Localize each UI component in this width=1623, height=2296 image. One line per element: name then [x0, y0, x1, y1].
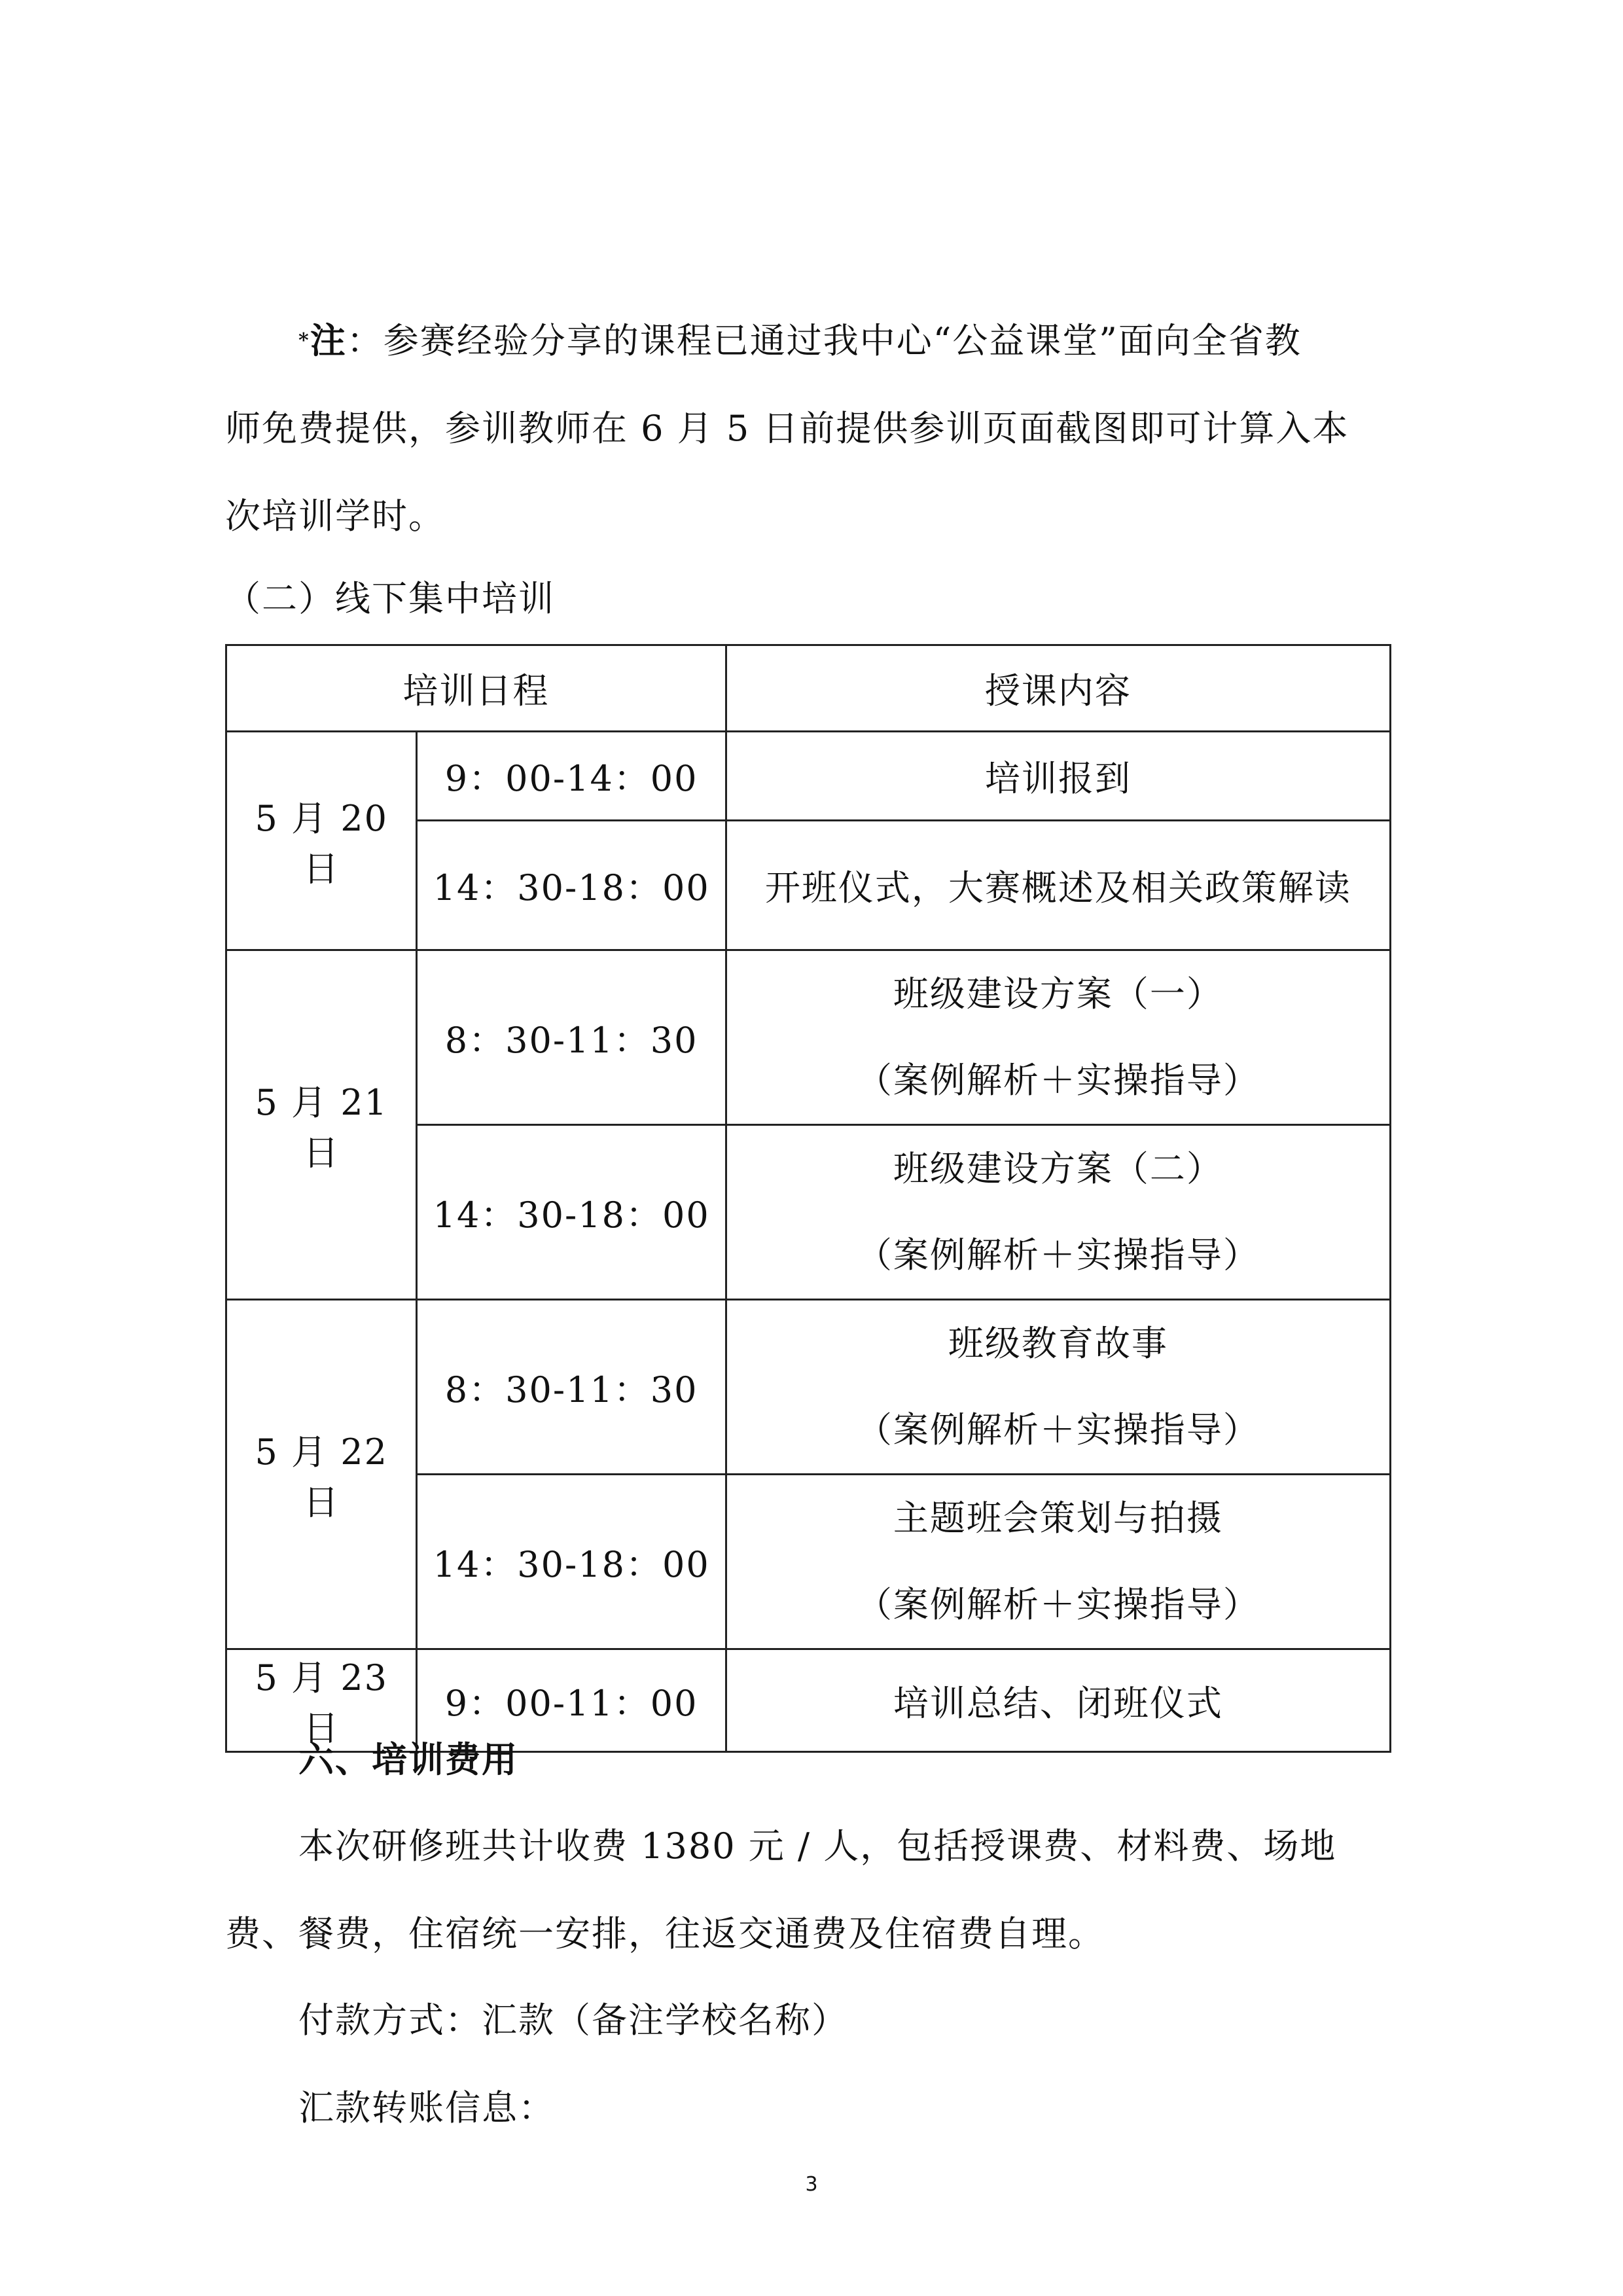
note-asterisk: * [298, 329, 310, 352]
content-cell [726, 950, 1390, 1125]
content-cell: 培训报到 [726, 732, 1390, 821]
content-line-1: 班级建设方案（一） [893, 973, 1223, 1014]
content-cell [726, 1300, 1390, 1475]
header-content: 授课内容 [726, 645, 1390, 732]
header-schedule: 培训日程 [226, 645, 726, 732]
note-label: 注 [310, 320, 347, 361]
date-cell: 5 月 22 日 [226, 1300, 417, 1649]
schedule-table [225, 644, 1391, 1753]
time-cell: 14：30-18：00 [417, 1125, 726, 1300]
note-line-3: 次培训学时。 [225, 495, 445, 537]
content-cell [726, 1475, 1390, 1649]
fees-heading: 六、培训费用 [298, 1739, 518, 1780]
content-line-1: 主题班会策划与拍摄 [893, 1498, 1223, 1539]
content-line-1: 班级教育故事 [948, 1323, 1168, 1364]
note-line-1 [298, 318, 1302, 364]
time-cell: 9：00-11：00 [417, 1649, 726, 1752]
content-line-2: （案例解析＋实操指导） [856, 1234, 1260, 1276]
content-cell: 培训总结、闭班仪式 [726, 1649, 1390, 1752]
time-cell: 14：30-18：00 [417, 821, 726, 950]
content-cell: 开班仪式，大赛概述及相关政策解读 [726, 821, 1390, 950]
transfer-info-label: 汇款转账信息： [298, 2087, 555, 2128]
table-row [226, 1649, 1391, 1752]
time-cell: 8：30-11：30 [417, 950, 726, 1125]
payment-method: 付款方式：汇款（备注学校名称） [298, 2000, 848, 2041]
section-offline-heading: （二）线下集中培训 [225, 578, 555, 619]
note-text-1: ：参赛经验分享的课程已通过我中心“公益课堂”面向全省教 [346, 320, 1302, 361]
table-row [226, 950, 1391, 1125]
table-header-row [226, 645, 1391, 732]
note-line-2: 师免费提供，参训教师在 6 月 5 日前提供参训页面截图即可计算入本 [225, 408, 1349, 449]
fees-para-line-2: 费、餐费，住宿统一安排，往返交通费及住宿费自理。 [225, 1913, 1105, 1954]
page-number: 3 [805, 2173, 818, 2196]
content-cell [726, 1125, 1390, 1300]
date-cell: 5 月 21 日 [226, 950, 417, 1300]
time-cell: 9：00-14：00 [417, 732, 726, 821]
content-line-2: （案例解析＋实操指导） [856, 1584, 1260, 1625]
date-cell: 5 月 23 日 [226, 1649, 417, 1752]
content-line-2: （案例解析＋实操指导） [856, 1060, 1260, 1101]
time-cell: 14：30-18：00 [417, 1475, 726, 1649]
time-cell: 8：30-11：30 [417, 1300, 726, 1475]
content-line-1: 班级建设方案（二） [893, 1148, 1223, 1189]
content-line-2: （案例解析＋实操指导） [856, 1409, 1260, 1450]
table-row [226, 732, 1391, 821]
date-cell: 5 月 20 日 [226, 732, 417, 950]
table-row [226, 1300, 1391, 1475]
fees-para-line-1: 本次研修班共计收费 1380 元 / 人，包括授课费、材料费、场地 [298, 1825, 1337, 1867]
